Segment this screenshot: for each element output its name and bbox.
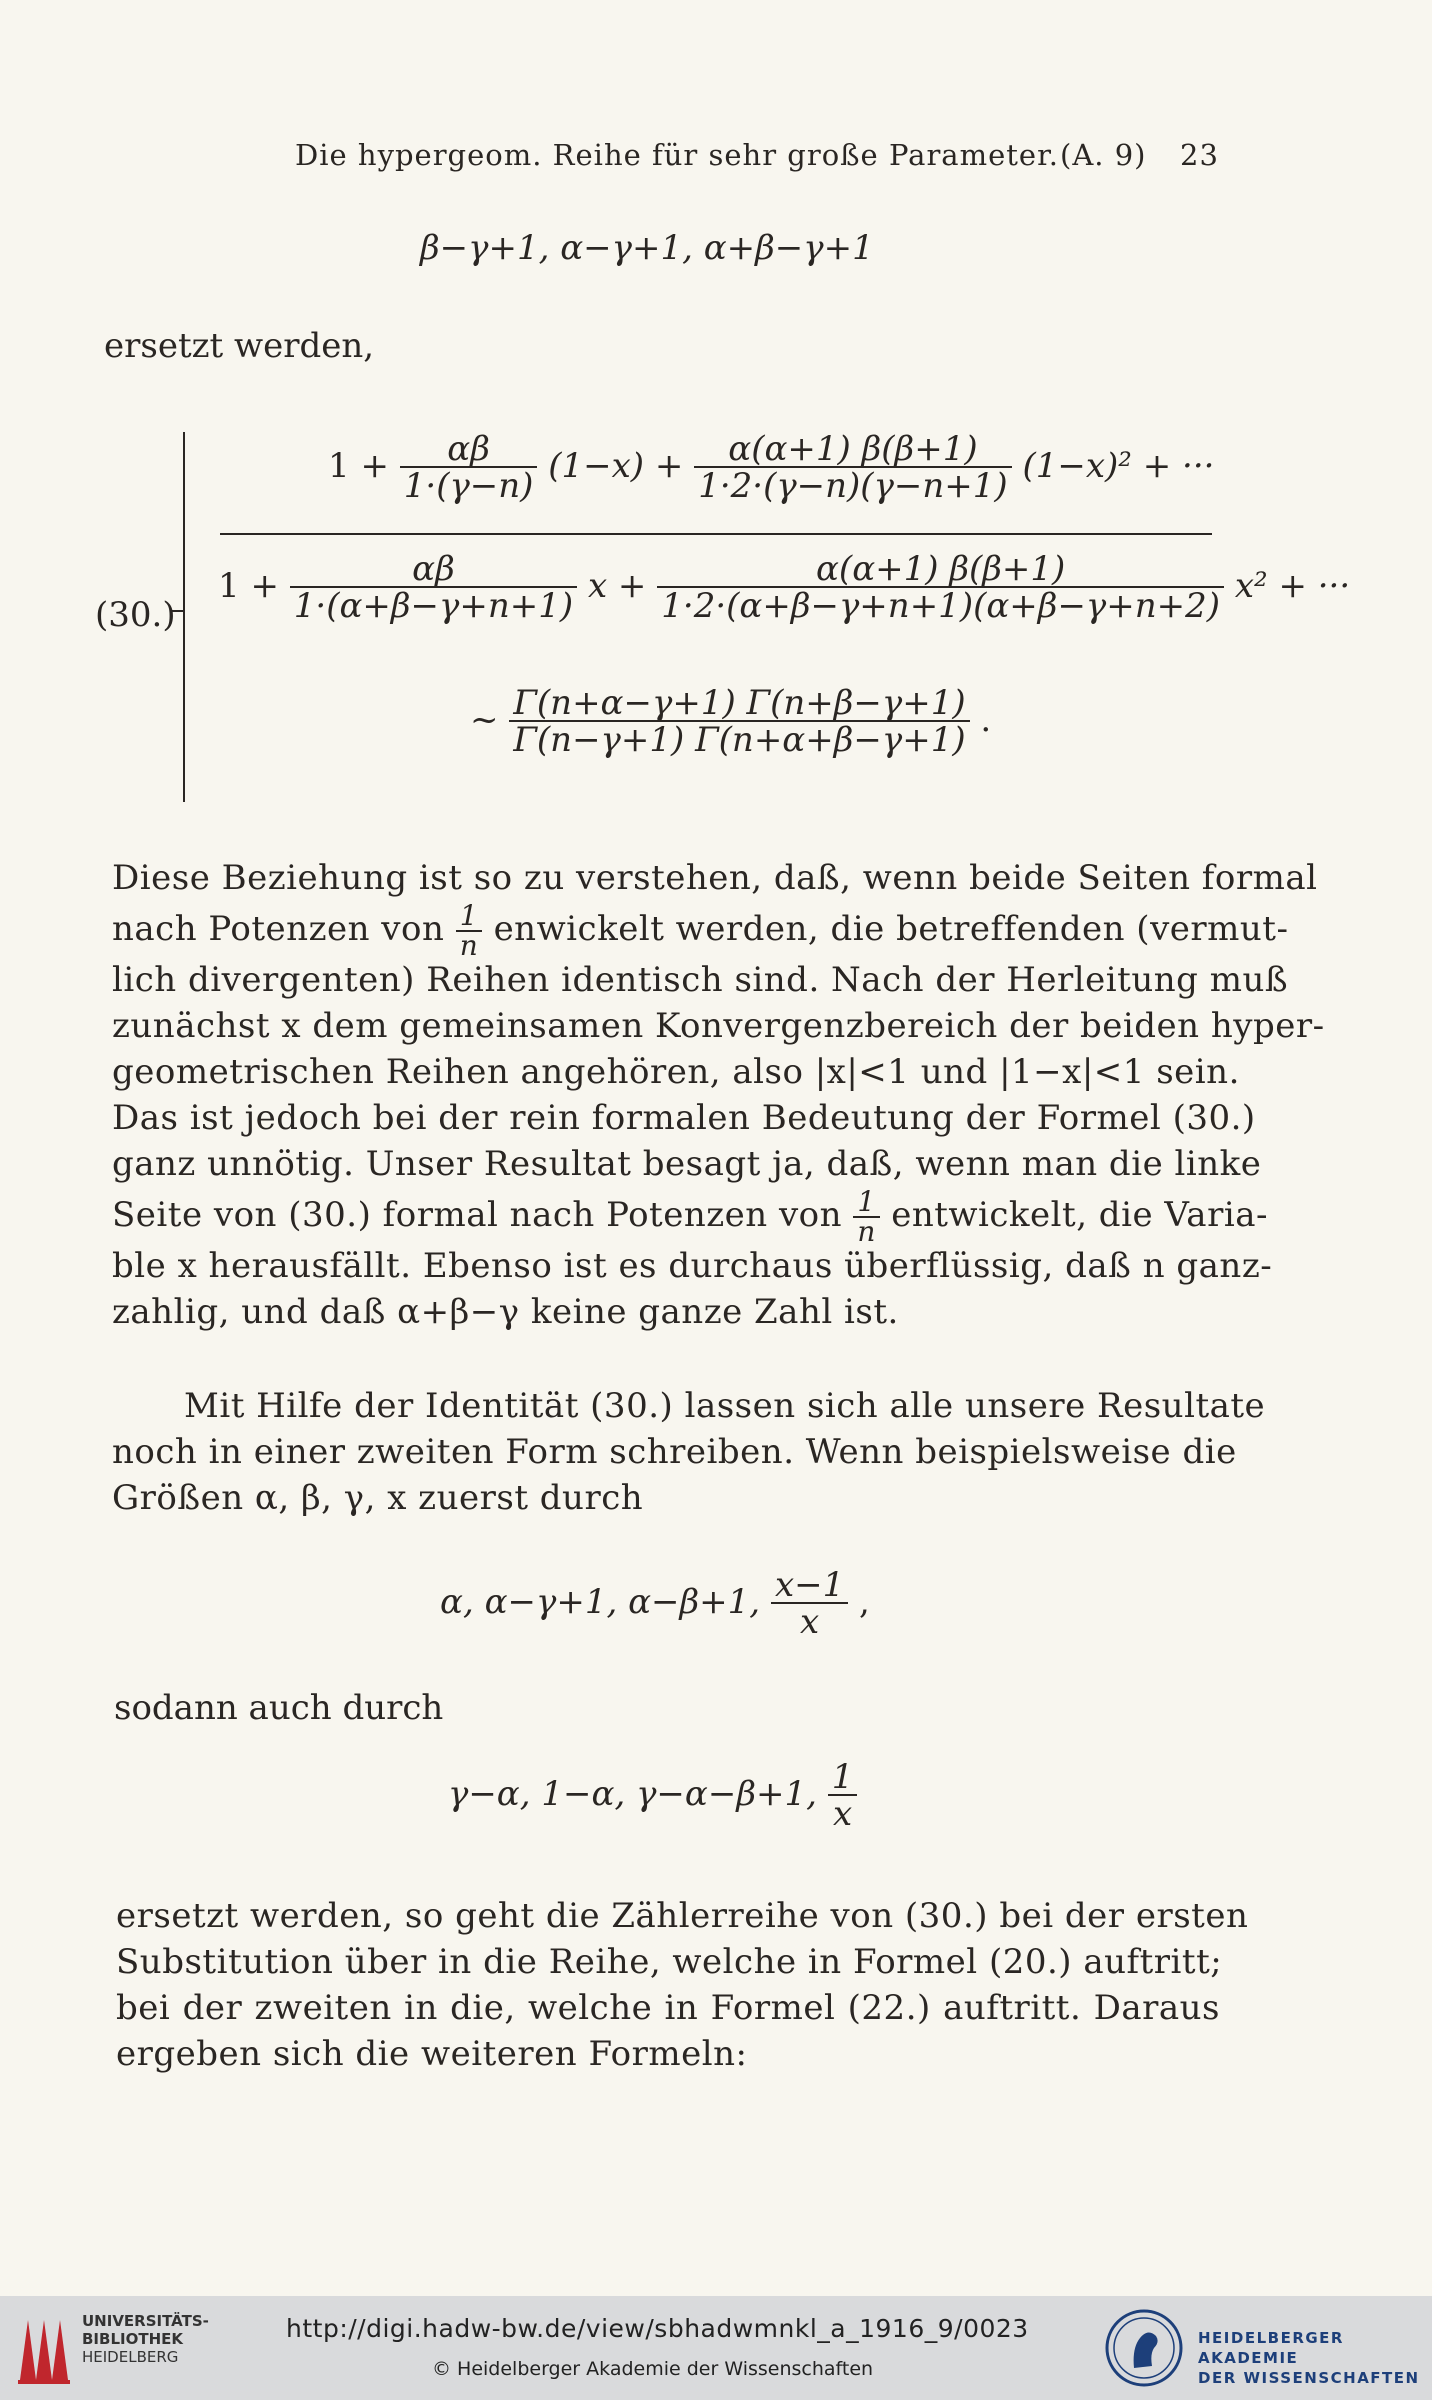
sodann-line: sodann auch durch — [114, 1688, 444, 1728]
footer-bar — [0, 2296, 1432, 2400]
paragraph-2: Mit Hilfe der Identität (30.) lassen sich alle unsere Resultate noch in einer zweiten Form schreiben. Wenn beispielsweise die Größen α, β, γ, x zuerst durch — [112, 1386, 1266, 1518]
equation-label: (30.) — [95, 595, 176, 635]
num-term2-fraction: $\frac{\alpha(\alpha+1) \beta(\beta+1)}{1\cdot 2\cdot(\gamma-n)(\gamma-n+1)}$ — [694, 432, 1011, 504]
main-fraction-bar — [220, 533, 1212, 535]
source-url-link[interactable]: http://digi.hadw-bw.de/view/sbhadwmnkl_a_1916_9/0023 — [286, 2314, 1029, 2343]
academy-seal-icon — [1104, 2308, 1184, 2388]
running-header — [295, 138, 1219, 178]
substitution-2: γ−α, 1−α, γ−α−β+1, $\frac{1}{x}$ — [448, 1760, 857, 1832]
intro-line: ersetzt werden, — [104, 326, 375, 366]
one-over-n-fraction: $\frac{1}{n}$ — [456, 902, 483, 960]
eq-right-hand-side: ~ $\frac{\Gamma(n+\alpha-\gamma+1) \Gamma(n+\beta-\gamma+1)}{\Gamma(n-\gamma+1) \Gamma(n+\alpha+\beta-\gamma+1)}$ . — [470, 683, 992, 760]
paragraph-3: ersetzt werden, so geht die Zählerreihe von (30.) bei der ersten Substitution über in die Reihe, welche in Formel (20.) auftritt; bei der zweiten in die, welche in Formel (22.) auftritt. Daraus ergeben sich die weiteren Formeln: — [116, 1896, 1249, 2074]
one-over-x-fraction: $\frac{1}{x}$ — [828, 1760, 858, 1832]
copyright-notice: © Heidelberger Akademie der Wissenschaften — [432, 2358, 874, 2380]
den-term2-fraction: $\frac{\alpha(\alpha+1) \beta(\beta+1)}{1\cdot 2\cdot(\alpha+\beta-\gamma+n+1)(\alpha+\beta-\gamma+n+2)}$ — [657, 552, 1224, 624]
den-term1-fraction: $\frac{\alpha\beta}{1\cdot(\alpha+\beta-\gamma+n+1)}$ — [290, 552, 577, 624]
academy-name: HEIDELBERGER AKADEMIE DER WISSENSCHAFTEN — [1198, 2329, 1420, 2387]
gamma-ratio-fraction: $\frac{\Gamma(n+\alpha-\gamma+1) \Gamma(n+\beta-\gamma+1)}{\Gamma(n-\gamma+1) \Gamma(n+\alpha+\beta-\gamma+1)}$ — [509, 686, 969, 758]
one-over-n-fraction-2: $\frac{1}{n}$ — [853, 1188, 880, 1246]
x-minus-1-over-x-fraction: $\frac{x-1}{x}$ — [771, 1568, 848, 1640]
equation-brace — [183, 432, 199, 802]
eq-denominator-series: 1 + $\frac{\alpha\beta}{1\cdot(\alpha+\beta-\gamma+n+1)}$ x + $\frac{\alpha(\alpha+1) \beta(\beta+1)}{1\cdot 2\cdot(\alpha+\beta-\gamma+n+1)(\alpha+\beta-\gamma+n+2)}$ x² + ··· — [218, 549, 1351, 626]
eq-numerator-series: 1 + $\frac{\alpha\beta}{1\cdot(\gamma-n)}$ (1−x) + $\frac{\alpha(\alpha+1) \beta(\beta+1)}{1\cdot 2\cdot(\gamma-n)(\gamma-n+1)}$ (1−x)² + ··· — [328, 429, 1215, 506]
header-title: Die hypergeom. Reihe für sehr große Parameter. — [295, 138, 1059, 172]
top-substitution: β−γ+1, α−γ+1, α+β−γ+1 — [420, 228, 874, 268]
num-term1-fraction: $\frac{\alpha\beta}{1\cdot(\gamma-n)}$ — [400, 432, 538, 504]
university-library-logo-icon — [14, 2310, 74, 2386]
university-library-name: UNIVERSITÄTS- BIBLIOTHEK HEIDELBERG — [82, 2312, 209, 2366]
substitution-1: α, α−γ+1, α−β+1, $\frac{x-1}{x}$ , — [440, 1565, 870, 1642]
paragraph-1: Diese Beziehung ist so zu verstehen, daß, wenn beide Seiten formal nach Potenzen von $\frac{1}{n}$ enwickelt werden, die betreffenden (vermut- lich divergenten) Reihen identisch sind. Nach der Herleitung muß zunächst x dem gemeinsamen Konvergenzbereich der beiden hyper- geometrischen Reihen angehören, also |x|<1 und |1−x|<1 sein. Das ist jedoch bei der rein formalen Bedeutung der Formel (30.) ganz unnötig. Unser Resultat besagt ja, daß, wenn man die linke Seite von (30.) formal nach Potenzen von $\frac{1}{n}$ entwickelt, die Varia- ble x herausfällt. Ebenso ist es durchaus überflüssig, daß n ganz- zahlig, und daß α+β−γ keine ganze Zahl ist. — [112, 858, 1325, 1332]
header-section: (A. 9) — [1060, 138, 1147, 172]
page-number: 23 — [1180, 138, 1219, 172]
